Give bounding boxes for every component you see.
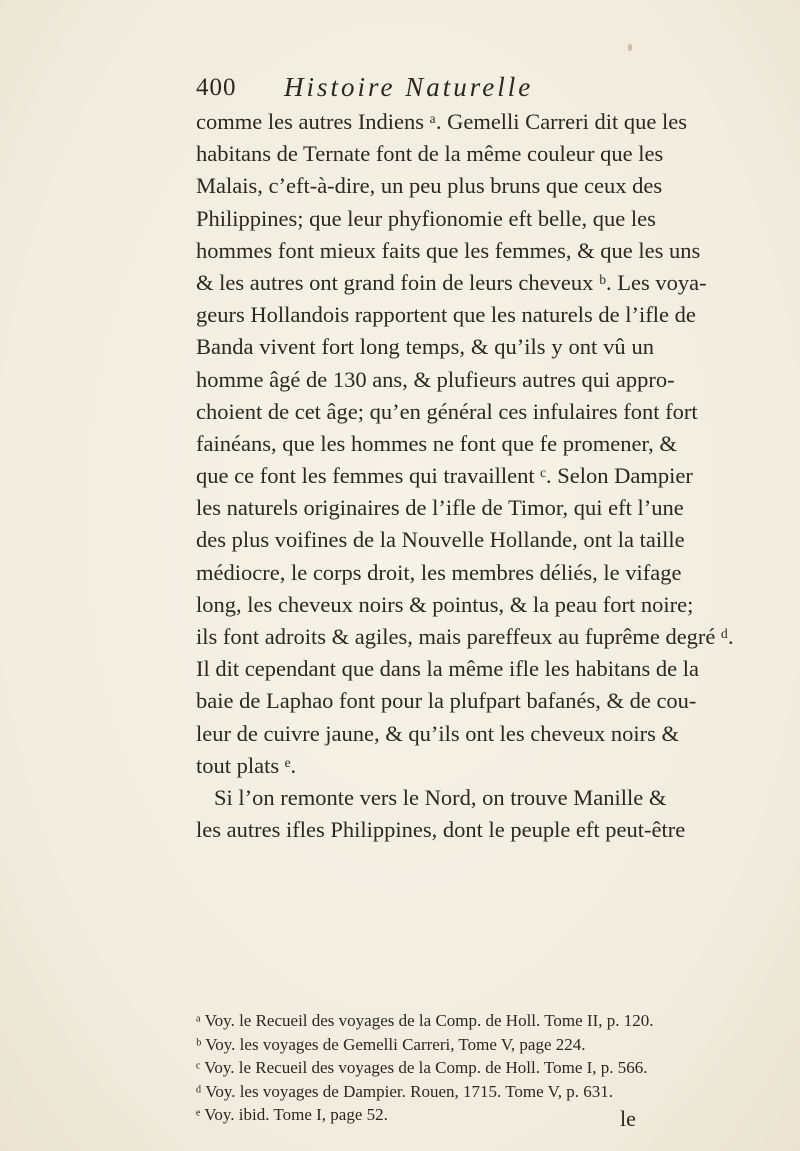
text-line: long, les cheveux noirs & pointus, & la peau fort noire; [196,591,694,617]
text-line: baie de Laphao font pour la plufpart bafanés, & de cou- [196,688,697,714]
text-line: ils font adroits & agiles, mais pareffeux au fuprême degré ᵈ. [196,624,734,649]
text-line: homme âgé de 130 ans, & plufieurs autres qui appro- [196,366,675,392]
footnote: ᵃ Voy. le Recueil des voyages de la Comp. de Holl. Tome II, p. 120. [196,1011,654,1030]
footnotes [196,1009,654,1127]
footnote: ᵇ Voy. les voyages de Gemelli Carreri, Tome V, page 224. [196,1034,586,1054]
text-line: Philippines; que leur phyfionomie eft belle, que les [196,205,656,231]
text-line: & les autres ont grand foin de leurs cheveux ᵇ. Les voya- [196,269,707,295]
catchword: le [620,1106,636,1131]
text-line: Si l’on remonte vers le Nord, on trouve Manille & [214,784,667,810]
text-line: Banda vivent fort long temps, & qu’ils y ont vû un [196,334,654,360]
text-line: que ce font les femmes qui travaillent ᶜ. Selon Dampier [196,463,693,489]
footnote: ᵉ Voy. ibid. Tome I, page 52. [196,1105,388,1124]
footnote: ᵈ Voy. les voyages de Dampier. Rouen, 1715. Tome V, p. 631. [196,1081,613,1101]
text-line: choient de cet âge; qu’en général ces infulaires font fort [196,398,698,424]
text-line: Malais, c’eft-à-dire, un peu plus bruns que ceux des [196,173,663,199]
footnote: ᶜ Voy. le Recueil des voyages de la Comp. de Holl. Tome I, p. 566. [196,1058,648,1077]
running-title: Histoire Naturelle [284,72,534,102]
ink-smudge [628,44,632,51]
page-number: 400 [196,74,237,101]
text-line: comme les autres Indiens ᵃ. Gemelli Carreri dit que les [196,109,688,134]
text-line: geurs Hollandois rapportent que les naturels de l’ifle de [196,302,696,328]
text-line: hommes font mieux faits que les femmes, & que les uns [196,237,701,263]
text-line: tout plats ᵉ. [196,752,297,778]
text-line: fainéans, que les hommes ne font que fe promener, & [196,430,677,456]
text-line: les autres ifles Philippines, dont le peuple eft peut-être [196,817,686,843]
text-line: leur de cuivre jaune, & qu’ils ont les cheveux noirs & [196,720,679,746]
text-line: habitans de Ternate font de la même couleur que les [196,141,664,167]
body-text [196,106,734,846]
text-line: les naturels originaires de l’ifle de Timor, qui eft l’une [196,495,684,521]
text-line: des plus voifines de la Nouvelle Hollande, ont la taille [196,527,685,553]
text-line: médiocre, le corps droit, les membres déliés, le vifage [196,559,682,585]
text-line: Il dit cependant que dans la même ifle les habitans de la [196,656,699,682]
page-header [196,72,646,108]
